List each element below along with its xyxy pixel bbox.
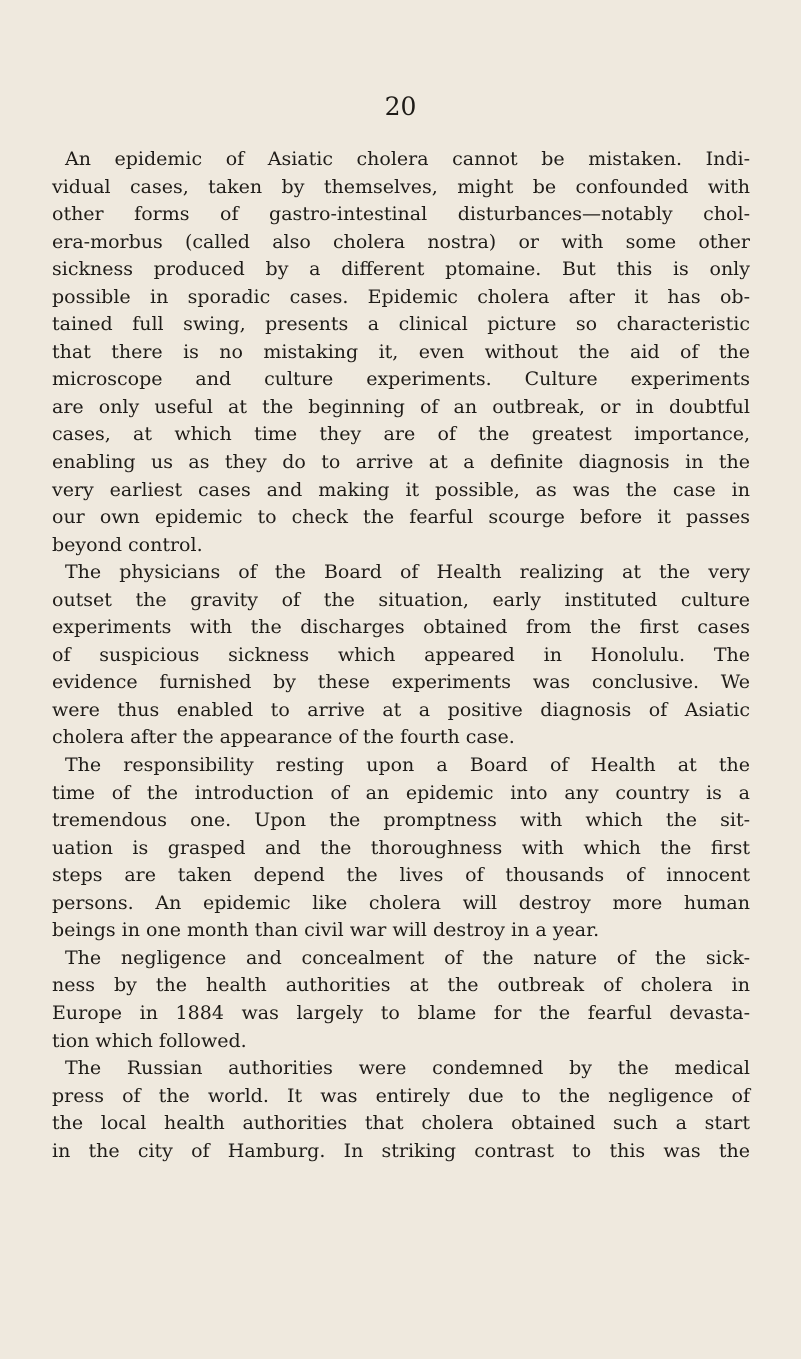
text-line: were thus enabled to arrive at a positive diagnosis of Asiatic [52,698,750,721]
text-line: The Russian authorities were condemned by the medical [65,1057,750,1080]
body-text [52,146,750,1165]
text-line: ness by the health authorities at the outbreak of cholera in [52,974,750,997]
text-line: era-morbus (called also cholera nostra) or with some other [52,230,750,253]
text-line: The responsibility resting upon a Board of Health at the [65,754,750,777]
text-line: cases, at which time they are of the greatest importance, [52,423,750,446]
text-line: outset the gravity of the situation, early instituted culture [52,588,750,611]
text-line: The negligence and concealment of the nature of the sick- [65,946,750,969]
text-line: time of the introduction of an epidemic into any country is a [52,781,750,804]
text-line: possible in sporadic cases. Epidemic cholera after it has ob- [52,285,750,308]
text-line: experiments with the discharges obtained from the first cases [52,616,750,639]
text-line: sickness produced by a different ptomaine. But this is only [52,258,750,281]
text-line: evidence furnished by these experiments was conclusive. We [52,671,750,694]
page-number: 20 [384,92,417,121]
text-line: our own epidemic to check the fearful scourge before it passes [52,506,750,529]
text-line: The physicians of the Board of Health realizing at the very [65,561,750,584]
text-line: the local health authorities that cholera obtained such a start [52,1112,750,1135]
text-line: very earliest cases and making it possible, as was the case in [52,478,750,501]
text-line: are only useful at the beginning of an outbreak, or in doubtful [52,395,750,418]
text-line: beings in one month than civil war will destroy in a year. [52,919,600,942]
text-line: Europe in 1884 was largely to blame for the fearful devasta- [52,1001,750,1024]
text-line: tremendous one. Upon the promptness with which the sit- [52,809,750,832]
text-line: of suspicious sickness which appeared in Honolulu. The [52,643,750,666]
text-line: persons. An epidemic like cholera will destroy more human [52,891,750,914]
text-line: tained full swing, presents a clinical picture so characteristic [52,313,750,336]
text-line: An epidemic of Asiatic cholera cannot be mistaken. Indi- [65,148,750,170]
text-line: tion which followed. [52,1029,247,1052]
text-line: other forms of gastro-intestinal disturbances—notably chol- [52,203,750,226]
text-line: steps are taken depend the lives of thousands of innocent [52,864,750,887]
text-line: in the city of Hamburg. In striking contrast to this was the [52,1139,750,1162]
text-line: microscope and culture experiments. Culture experiments [52,368,750,391]
text-line: cholera after the appearance of the fourth case. [52,726,515,749]
text-line: uation is grasped and the thoroughness with which the first [52,836,750,859]
text-line: vidual cases, taken by themselves, might be confounded with [52,175,750,198]
text-line: press of the world. It was entirely due to the negligence of [52,1084,750,1107]
text-line: that there is no mistaking it, even without the aid of the [52,340,750,363]
text-line: beyond control. [52,533,203,556]
text-line: enabling us as they do to arrive at a definite diagnosis in the [52,451,750,474]
